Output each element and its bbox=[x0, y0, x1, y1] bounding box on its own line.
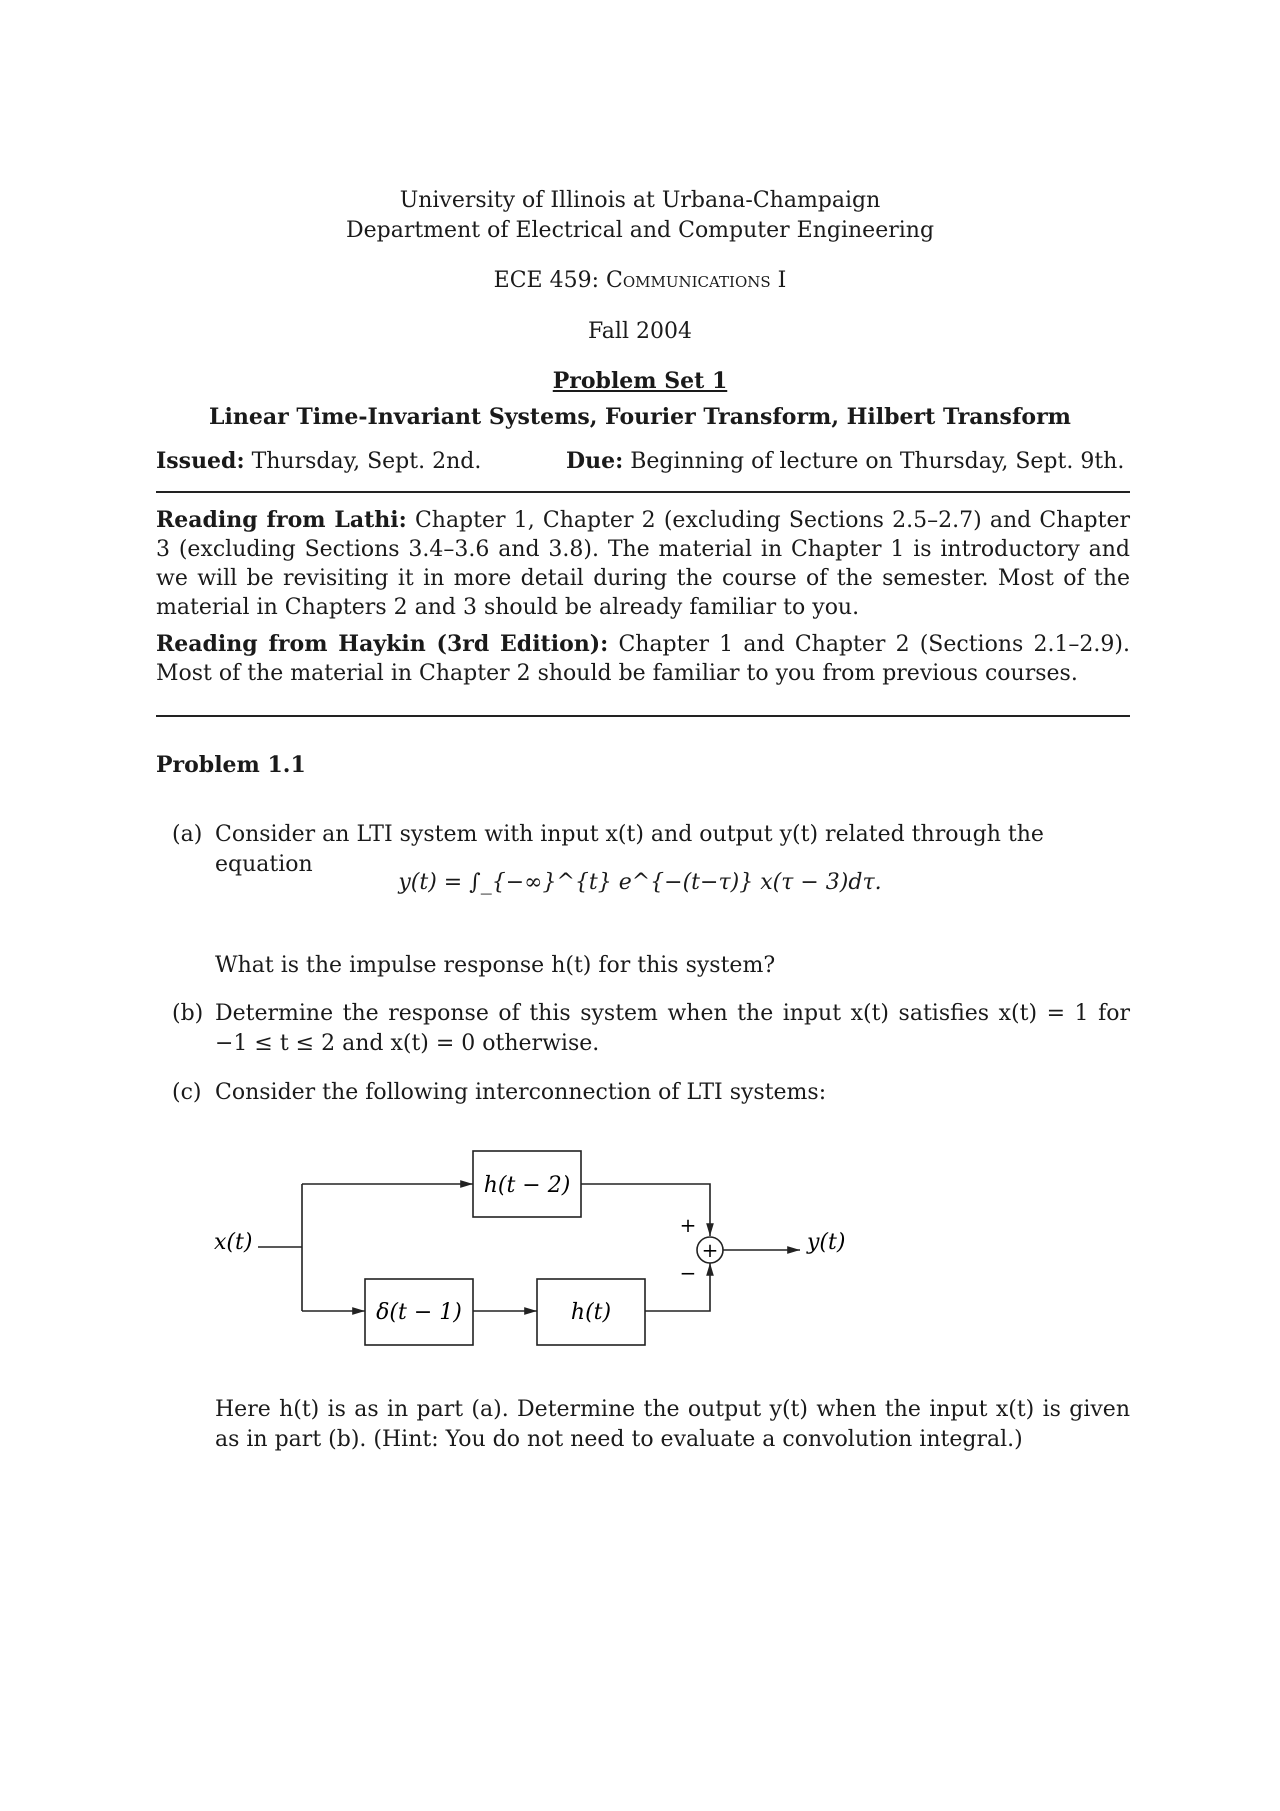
part-a-text: Consider an LTI system with input x(t) and output y(t) related through the equation bbox=[215, 822, 1044, 877]
equation-text: y(t) = ∫_{−∞}^{t} e^{−(t−τ)} x(τ − 3)dτ. bbox=[398, 870, 882, 895]
h-block-label: h(t) bbox=[570, 1300, 612, 1325]
department-name: Department of Electrical and Computer Engineering bbox=[345, 218, 935, 243]
diagram-input-label: x(t) bbox=[214, 1230, 253, 1255]
course-title: ECE 459: Communications I bbox=[493, 268, 787, 293]
problem-set-subtitle: Linear Time-Invariant Systems, Fourier Transform, Hilbert Transform bbox=[209, 404, 1071, 430]
due-date: Beginning of lecture on Thursday, Sept. 9th. bbox=[630, 449, 1125, 474]
issued-label: Issued: bbox=[156, 448, 245, 474]
lathi-text: Chapter 1, Chapter 2 (excluding Sections 2.5–2.7) and Chapter 3 (excluding Sections 3.4–3.6 and 3.8). The material in Chapter 1 is introductory and we will be revisiting it in more detail during the course of the semester. Most of the material in Chapters 2 and 3 should be already familiar to you. bbox=[156, 508, 1130, 620]
part-c-label: (c) bbox=[172, 1080, 202, 1105]
term: Fall 2004 bbox=[588, 319, 692, 344]
due-label: Due: bbox=[566, 448, 624, 474]
issued-date: Thursday, Sept. 2nd. bbox=[251, 449, 482, 474]
diagram-output-label: y(t) bbox=[807, 1230, 846, 1255]
delay-block-label: δ(t − 1) bbox=[376, 1300, 462, 1325]
minus-sign: − bbox=[679, 1261, 697, 1285]
part-b-label: (b) bbox=[172, 1001, 204, 1026]
lathi-label: Reading from Lathi: bbox=[156, 507, 407, 533]
university-name: University of Illinois at Urbana-Champaign bbox=[399, 188, 881, 213]
part-b-text: Determine the response of this system when the input x(t) satisfies x(t) = 1 for −1 ≤ t ≤ 2 and x(t) = 0 otherwise. bbox=[215, 1001, 1130, 1056]
top-block-label: h(t − 2) bbox=[483, 1173, 571, 1198]
haykin-label: Reading from Haykin (3rd Edition): bbox=[156, 631, 609, 657]
haykin-text: Chapter 1 and Chapter 2 (Sections 2.1–2.9). Most of the material in Chapter 2 should be familiar to you from previous courses. bbox=[156, 632, 1130, 686]
part-a-label: (a) bbox=[172, 822, 203, 847]
sum-symbol: + bbox=[701, 1238, 719, 1262]
h-to-sum-arrow bbox=[645, 1263, 710, 1311]
plus-sign: + bbox=[679, 1213, 697, 1237]
problem-heading: Problem 1.1 bbox=[156, 752, 306, 778]
part-a-question: What is the impulse response h(t) for this system? bbox=[215, 953, 776, 978]
part-c-followup: Here h(t) is as in part (a). Determine the output y(t) when the input x(t) is given as in part (b). (Hint: You do not need to evaluate a convolution integral.) bbox=[215, 1397, 1130, 1452]
part-c-text: Consider the following interconnection of LTI systems: bbox=[215, 1080, 827, 1105]
problem-set-title: Problem Set 1 bbox=[552, 368, 728, 394]
